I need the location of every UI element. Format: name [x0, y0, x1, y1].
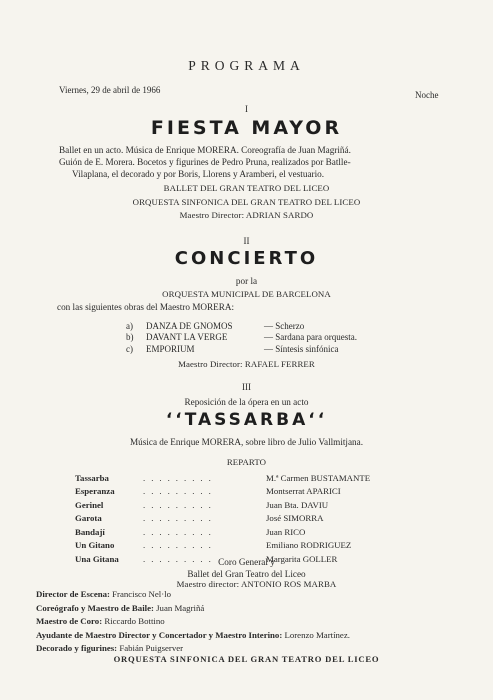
cast-singer: M.ª Carmen BUSTAMANTE	[266, 472, 371, 483]
credit-role: Director de Escena:	[36, 589, 110, 599]
list-item	[126, 320, 357, 332]
part-1-ballet: BALLET DEL GRAN TEATRO DEL LICEO	[163, 183, 330, 193]
part-2-por: por la	[235, 276, 258, 286]
credit-name: Fabián Puigserver	[119, 643, 184, 653]
list-item	[75, 485, 370, 499]
credit-role: Maestro de Coro:	[36, 616, 103, 626]
reparto-heading: REPARTO	[226, 457, 267, 467]
work-title: DAVANT LA VERGE	[146, 332, 228, 343]
work-letter: b)	[126, 332, 134, 343]
part-3-director: Maestro director: ANTONIO ROS MARBA	[176, 579, 337, 589]
leader-dots: .........	[143, 553, 217, 564]
leader-dots: .........	[143, 540, 217, 551]
credit-role: Coreógrafo y Maestro de Baile:	[36, 602, 154, 613]
cast-role: Gerinel	[75, 499, 104, 510]
part-2-orchestra: ORQUESTA MUNICIPAL DE BARCELONA	[162, 289, 331, 299]
part-3-title: ‘‘TASSARBA‘‘	[165, 410, 328, 430]
part-2-numeral: II	[243, 236, 250, 246]
cast-singer: Emiliano RODRIGUEZ	[266, 540, 352, 551]
cast-singer: Juan RICO	[266, 526, 306, 537]
part-2-title: CONCIERTO	[174, 248, 319, 269]
part-1-description-line-3: Vilaplana, el decorado y por Boris, Llorens y Aramberi, el vestuario.	[72, 169, 325, 179]
part-1-title: FIESTA MAYOR	[150, 117, 343, 139]
list-item	[75, 539, 370, 553]
work-title: EMPORIUM	[146, 343, 195, 354]
work-description: — Síntesis sinfónica	[264, 343, 339, 354]
part-3-reposicion: Reposición de la ópera en un acto	[184, 397, 309, 407]
credit-role: Decorado y figurines:	[36, 643, 118, 653]
cast-role: Tassarba	[75, 472, 109, 483]
list-item	[36, 615, 350, 629]
part-1-description-line-1: Ballet en un acto. Música de Enrique MORERA. Coreografía de Juan Magriñá.	[59, 145, 351, 155]
list-item	[126, 343, 357, 355]
leader-dots: .........	[143, 526, 217, 537]
work-description: — Scherzo	[264, 320, 305, 331]
leader-dots: .........	[143, 472, 217, 483]
cast-singer: Montserrat APARICI	[266, 486, 341, 497]
coro-line-1: Coro General y	[218, 557, 275, 567]
credit-name: Francisco Nel·lo	[112, 589, 172, 599]
work-letter: c)	[126, 343, 133, 354]
cast-role: Garota	[75, 513, 102, 524]
credit-role: Ayudante de Maestro Director y Concertador y Maestro Interino:	[36, 629, 283, 640]
credits-list	[36, 588, 350, 656]
work-title: DANZA DE GNOMOS	[146, 320, 233, 331]
part-3-orchestra: ORQUESTA SINFONICA DEL GRAN TEATRO DEL LICEO	[113, 654, 380, 664]
part-3-music: Música de Enrique MORERA, sobre libro de Julio Vallmitjana.	[129, 437, 364, 447]
cast-singer: Margarita GOLLER	[266, 553, 338, 564]
cast-list	[75, 471, 370, 566]
cast-role: Bandají	[75, 526, 105, 537]
performance-session: Noche	[415, 90, 439, 100]
credit-name: Riccardo Bottino	[104, 616, 165, 626]
part-1-description-line-2: Guión de E. Morera. Bocetos y figurines de Pedro Pruna, realizados por Batlle-	[59, 157, 351, 167]
part-3-numeral: III	[242, 382, 251, 392]
work-description: — Sardana para orquesta.	[264, 332, 357, 343]
credit-name: Juan Magriñá	[156, 602, 205, 613]
part-2-intro: con las siguientes obras del Maestro MORERA:	[57, 302, 235, 312]
cast-role: Un Gitano	[75, 540, 115, 551]
work-letter: a)	[126, 320, 133, 331]
performance-date: Viernes, 29 de abril de 1966	[59, 85, 161, 95]
cast-role: Una Gitana	[75, 553, 119, 564]
cast-singer: José SIMORRA	[266, 513, 324, 524]
leader-dots: .........	[143, 499, 217, 510]
leader-dots: .........	[143, 486, 217, 497]
list-item	[75, 471, 370, 485]
list-item	[36, 629, 350, 643]
works-list	[126, 320, 357, 355]
list-item	[75, 525, 370, 539]
leader-dots: .........	[143, 513, 217, 524]
coro-line-2: Ballet del Gran Teatro del Liceo	[187, 569, 306, 579]
part-1-numeral: I	[245, 104, 248, 114]
program-heading: PROGRAMA	[188, 58, 305, 73]
list-item	[75, 512, 370, 526]
credit-name: Lorenzo Martínez.	[284, 629, 350, 640]
part-1-orchestra: ORQUESTA SINFONICA DEL GRAN TEATRO DEL LICEO	[132, 197, 361, 207]
part-2-director: Maestro Director: RAFAEL FERRER	[178, 359, 315, 369]
list-item	[36, 588, 350, 602]
part-1-director: Maestro Director: ADRIAN SARDO	[179, 210, 314, 220]
list-item	[75, 498, 370, 512]
cast-role: Esperanza	[75, 486, 115, 497]
list-item	[126, 332, 357, 344]
list-item	[36, 602, 350, 616]
cast-singer: Juan Bta. DAVIU	[266, 499, 329, 510]
